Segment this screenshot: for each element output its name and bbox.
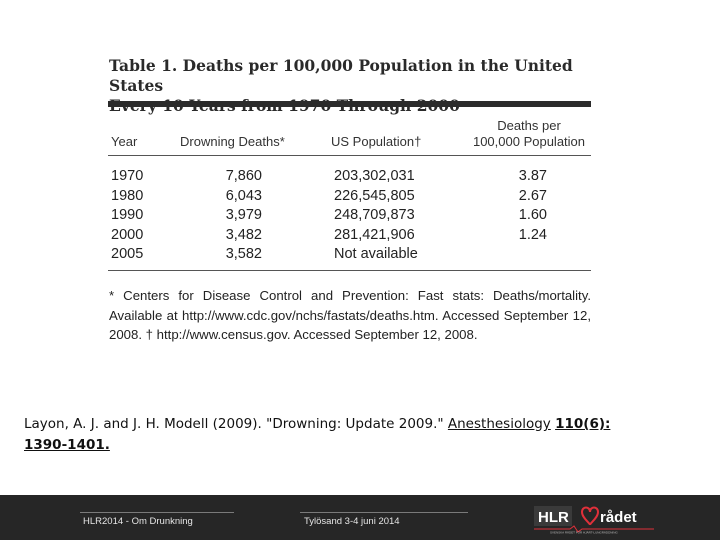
footer-center-text: Tylösand 3-4 juni 2014: [304, 516, 400, 527]
cell-year: 1970: [111, 168, 144, 184]
cell-drowning: 6,043: [225, 187, 262, 204]
footer-divider-left: [80, 512, 234, 513]
table-title: [109, 56, 592, 116]
cell-population: 248,709,873: [334, 207, 415, 223]
footer-divider-center: [300, 512, 468, 513]
header-drowning-deaths: Drowning Deaths*: [180, 134, 285, 149]
citation-pages: 1390-1401.: [24, 437, 110, 453]
cell-year: 1980: [111, 187, 144, 204]
table-top-rule: [108, 101, 591, 107]
cell-drowning: 3,482: [225, 226, 262, 243]
heart-icon: [582, 508, 598, 526]
cell-drowning: 7,860: [225, 168, 262, 184]
cell-drowning: 3,979: [225, 207, 262, 223]
cell-rate: 1.60: [518, 207, 547, 223]
header-rate-line-2: 100,000 Population: [472, 134, 586, 149]
hlr-radet-logo: [530, 502, 660, 534]
cell-population: 203,302,031: [334, 168, 415, 184]
table-title-line-1: Table 1. Deaths per 100,000 Population in the United States: [109, 56, 573, 95]
table-footnote: * Centers for Disease Control and Prevention: Fast stats: Deaths/mortality. Available at http://www.cdc.gov/nchs/fastats/deaths.htm. Accessed September 12, 2008. † http://www.census.gov. Accessed September 12, 2008.: [109, 288, 591, 342]
cell-population: 281,421,906: [334, 226, 415, 243]
header-rule: [108, 155, 591, 156]
header-rate: [467, 118, 591, 150]
footer-bar: [0, 495, 720, 540]
footer-left-text: HLR2014 - Om Drunkning: [83, 516, 193, 527]
cell-rate: 1.24: [518, 226, 547, 243]
header-rate-line-1: Deaths per: [497, 118, 561, 133]
cell-year: 2005: [111, 246, 144, 262]
cell-rate: 2.67: [518, 187, 547, 204]
cell-year: 2000: [111, 226, 144, 243]
header-us-population: US Population†: [331, 134, 422, 149]
logo-radet-text: rådet: [600, 509, 637, 526]
citation-journal: Anesthesiology: [447, 416, 551, 432]
logo-hlr-text: HLR: [538, 509, 569, 526]
table-figure: [108, 56, 592, 342]
cell-population: Not available: [334, 246, 418, 262]
cell-drowning: 3,582: [225, 246, 262, 262]
cell-year: 1990: [111, 207, 144, 223]
logo-tagline: SVENSKA RÅDET FÖR HJÄRT-LUNGRÄDDNING: [550, 530, 618, 534]
citation: [24, 414, 704, 456]
citation-authors: Layon, A. J. and J. H. Modell (2009). "Drowning: Update 2009.": [24, 416, 448, 432]
cell-population: 226,545,805: [334, 187, 415, 204]
citation-volume: 110(6):: [555, 416, 611, 432]
cell-rate: 3.87: [518, 168, 547, 184]
header-year: Year: [111, 134, 138, 149]
table-bottom-rule: [108, 270, 591, 271]
